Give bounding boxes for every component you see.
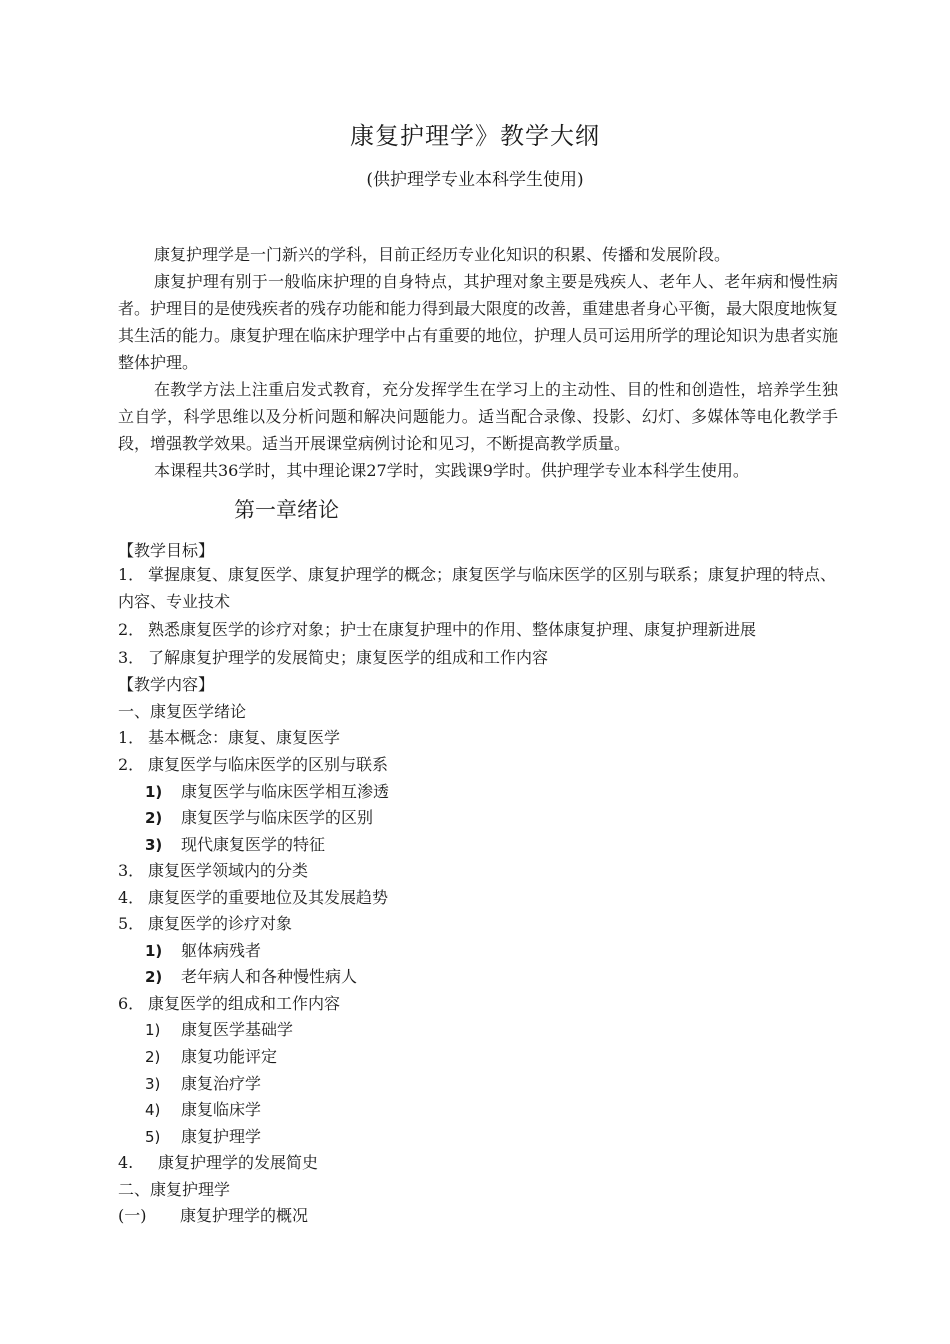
sub-item-number: 3) (145, 836, 163, 854)
sub-item-text: 康复医学基础学 (181, 1020, 294, 1039)
sub-item (145, 1097, 261, 1120)
intro-paragraph: 康复护理学是一门新兴的学科，目前正经历专业化知识的积累、传播和发展阶段。 (154, 245, 731, 264)
sub-item-text: 躯体病残者 (181, 941, 262, 960)
sub-item-text: 现代康复医学的特征 (181, 835, 326, 854)
item-number: 1． (118, 728, 145, 747)
sub-item (145, 779, 389, 802)
sub-item-number: 2) (145, 809, 163, 827)
sub-item-number: 5) (145, 1128, 161, 1146)
objective-item (118, 617, 756, 640)
sub-item-text: 老年病人和各种慢性病人 (181, 967, 358, 986)
sub-item-number: 2) (145, 968, 163, 986)
content-item (118, 991, 340, 1014)
item-text: 康复医学与临床医学的区别与联系 (148, 755, 389, 774)
content-item (118, 858, 308, 881)
intro-paragraph: 在教学方法上注重启发式教育，充分发挥学生在学习上的主动性、目的性和创造性，培养学生独立自学，科学思维以及分析问题和解决问题能力。适当配合录像、投影、幻灯、多媒体等电化教学手段，增强教学效果。适当开展课堂病例讨论和见习，不断提高教学质量。 (118, 380, 838, 453)
intro-paragraph: 康复护理有别于一般临床护理的自身特点，其护理对象主要是残疾人、老年人、老年病和慢性病者。护理目的是使残疾者的残存功能和能力得到最大限度的改善，重建患者身心平衡，最大限度地恢复其生活的能力。康复护理在临床护理学中占有重要的地位，护理人员可运用所学的理论知识为患者实施整体护理。 (118, 272, 839, 372)
sub-item-text: 康复临床学 (181, 1100, 262, 1119)
item-number: 5． (118, 914, 145, 933)
sub-item-number: 1) (145, 942, 163, 960)
item-text: 康复护理学的发展简史 (158, 1153, 319, 1172)
document-title: 康复护理学》教学大纲 (350, 122, 600, 150)
content-item (118, 911, 292, 934)
intro-paragraph: 本课程共36学时，其中理论课27学时，实践课9学时。供护理学专业本科学生使用。 (154, 461, 749, 480)
sub-section-heading (118, 1203, 308, 1226)
sub-item (145, 938, 261, 961)
sub-item-number: 4) (145, 1101, 161, 1119)
item-text: 基本概念：康复、康复医学 (148, 728, 341, 747)
document-subtitle: (供护理学专业本科学生使用) (366, 170, 584, 190)
sub-section-number: (一) (118, 1206, 147, 1225)
objective-item (118, 561, 848, 615)
section-heading: 二、康复护理学 (118, 1180, 231, 1199)
sub-item (145, 1071, 261, 1094)
sub-item-text: 康复治疗学 (181, 1074, 262, 1093)
item-text: 康复医学的诊疗对象 (148, 914, 293, 933)
intro-block (118, 241, 838, 484)
objective-text: 了解康复护理学的发展简史；康复医学的组成和工作内容 (148, 648, 549, 667)
objectives-heading: 【教学目标】 (118, 541, 215, 560)
item-text: 康复医学的重要地位及其发展趋势 (148, 888, 389, 907)
content-item (118, 725, 340, 748)
sub-item-text: 康复功能评定 (181, 1047, 278, 1066)
sub-item (145, 1124, 261, 1147)
item-number: 4. (118, 1153, 134, 1172)
sub-item-text: 康复医学与临床医学的区别 (181, 808, 374, 827)
objective-number: 1． (118, 565, 145, 584)
sub-section-text: 康复护理学的概况 (180, 1206, 309, 1225)
objective-text: 掌握康复、康复医学、康复护理学的概念；康复医学与临床医学的区别与联系；康复护理的特点、内容、专业技术 (118, 565, 837, 611)
content-heading: 【教学内容】 (118, 675, 215, 694)
section-heading: 一、康复医学绪论 (118, 702, 247, 721)
content-item (118, 1150, 318, 1173)
objective-number: 2． (118, 620, 145, 639)
objective-text: 熟悉康复医学的诊疗对象；护士在康复护理中的作用、整体康复护理、康复护理新进展 (148, 620, 757, 639)
sub-item-number: 2) (145, 1048, 161, 1066)
sub-item-number: 3) (145, 1075, 161, 1093)
content-item (118, 752, 388, 775)
sub-item-text: 康复医学与临床医学相互渗透 (181, 782, 390, 801)
sub-item (145, 832, 325, 855)
sub-item (145, 805, 373, 828)
sub-item-number: 1) (145, 1021, 161, 1039)
objective-item (118, 645, 548, 668)
chapter-title: 第一章绪论 (234, 498, 339, 522)
item-number: 4． (118, 888, 145, 907)
item-number: 6． (118, 994, 145, 1013)
item-number: 3． (118, 861, 145, 880)
item-text: 康复医学的组成和工作内容 (148, 994, 341, 1013)
sub-item-text: 康复护理学 (181, 1127, 262, 1146)
sub-item (145, 1044, 277, 1067)
content-item (118, 885, 388, 908)
item-text: 康复医学领域内的分类 (148, 861, 309, 880)
sub-item (145, 1017, 293, 1040)
sub-item-number: 1) (145, 783, 163, 801)
item-number: 2． (118, 755, 145, 774)
objective-number: 3． (118, 648, 145, 667)
sub-item (145, 964, 357, 987)
